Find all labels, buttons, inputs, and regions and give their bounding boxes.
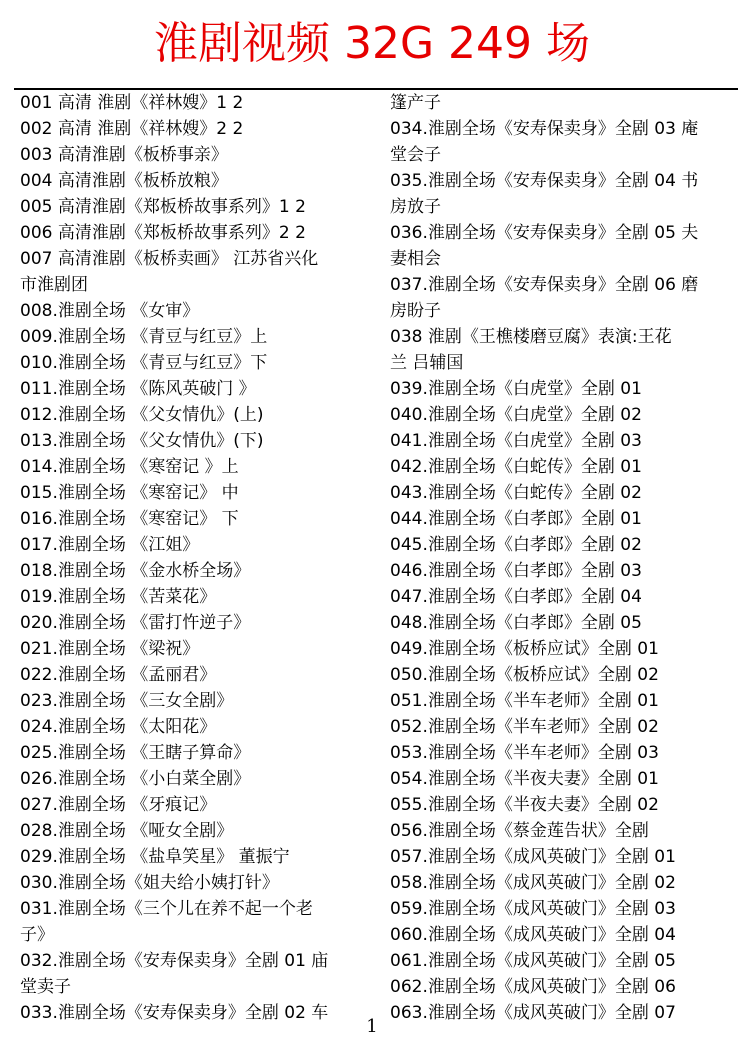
list-item: 013.淮剧全场 《父女情仇》(下) (20, 431, 264, 451)
list-item: 038 淮剧《王樵楼磨豆腐》表演:王花 (390, 327, 672, 347)
list-item: 子》 (20, 925, 54, 945)
list-item: 房盼子 (390, 301, 441, 321)
list-item: 049.淮剧全场《板桥应试》全剧 01 (390, 639, 659, 659)
list-item: 041.淮剧全场《白虎堂》全剧 03 (390, 431, 642, 451)
list-item: 045.淮剧全场《白孝郎》全剧 02 (390, 535, 642, 555)
list-item: 023.淮剧全场 《三女全剧》 (20, 691, 234, 711)
list-item: 022.淮剧全场 《孟丽君》 (20, 665, 217, 685)
list-item: 008.淮剧全场 《女审》 (20, 301, 200, 321)
list-item: 062.淮剧全场《成风英破门》全剧 06 (390, 977, 676, 997)
list-item: 026.淮剧全场 《小白菜全剧》 (20, 769, 251, 789)
list-item: 051.淮剧全场《半车老师》全剧 01 (390, 691, 659, 711)
list-item: 兰 吕辅国 (390, 353, 464, 373)
list-item: 056.淮剧全场《蔡金莲告状》全剧 (390, 821, 649, 841)
list-item: 028.淮剧全场 《哑女全剧》 (20, 821, 234, 841)
list-item: 012.淮剧全场 《父女情仇》(上) (20, 405, 264, 425)
page-number: 1 (366, 1016, 378, 1037)
list-item: 057.淮剧全场《成风英破门》全剧 01 (390, 847, 676, 867)
list-item: 032.淮剧全场《安寿保卖身》全剧 01 庙 (20, 951, 329, 971)
list-item: 妻相会 (390, 249, 441, 269)
list-item: 025.淮剧全场 《王瞎子算命》 (20, 743, 251, 763)
list-item: 001 高清 淮剧《祥林嫂》1 2 (20, 93, 244, 113)
list-item: 009.淮剧全场 《青豆与红豆》上 (20, 327, 268, 347)
list-item: 039.淮剧全场《白虎堂》全剧 01 (390, 379, 642, 399)
list-item: 005 高清淮剧《郑板桥故事系列》1 2 (20, 197, 306, 217)
list-item: 房放子 (390, 197, 441, 217)
list-item: 011.淮剧全场 《陈风英破门 》 (20, 379, 256, 399)
list-item: 055.淮剧全场《半夜夫妻》全剧 02 (390, 795, 659, 815)
list-item: 043.淮剧全场《白蛇传》全剧 02 (390, 483, 642, 503)
list-item: 006 高清淮剧《郑板桥故事系列》2 2 (20, 223, 306, 243)
list-item: 020.淮剧全场 《雷打忤逆子》 (20, 613, 251, 633)
list-item: 054.淮剧全场《半夜夫妻》全剧 01 (390, 769, 659, 789)
list-item: 046.淮剧全场《白孝郎》全剧 03 (390, 561, 642, 581)
list-item: 015.淮剧全场 《寒窑记》 中 (20, 483, 239, 503)
list-item: 007 高清淮剧《板桥卖画》 江苏省兴化 (20, 249, 319, 269)
list-item: 024.淮剧全场 《太阳花》 (20, 717, 217, 737)
list-item: 002 高清 淮剧《祥林嫂》2 2 (20, 119, 244, 139)
list-item: 060.淮剧全场《成风英破门》全剧 04 (390, 925, 676, 945)
list-item: 市淮剧团 (20, 275, 88, 295)
list-item: 037.淮剧全场《安寿保卖身》全剧 06 磨 (390, 275, 699, 295)
list-item: 019.淮剧全场 《苦菜花》 (20, 587, 217, 607)
list-item: 063.淮剧全场《成风英破门》全剧 07 (390, 1003, 676, 1023)
list-item: 035.淮剧全场《安寿保卖身》全剧 04 书 (390, 171, 699, 191)
list-item: 061.淮剧全场《成风英破门》全剧 05 (390, 951, 676, 971)
list-item: 053.淮剧全场《半车老师》全剧 03 (390, 743, 659, 763)
list-item: 010.淮剧全场 《青豆与红豆》下 (20, 353, 268, 373)
list-item: 018.淮剧全场 《金水桥全场》 (20, 561, 251, 581)
list-item: 021.淮剧全场 《梁祝》 (20, 639, 200, 659)
list-item: 059.淮剧全场《成风英破门》全剧 03 (390, 899, 676, 919)
list-item: 堂卖子 (20, 977, 71, 997)
list-item: 030.淮剧全场《姐夫给小姨打针》 (20, 873, 279, 893)
list-item: 044.淮剧全场《白孝郎》全剧 01 (390, 509, 642, 529)
list-item: 036.淮剧全场《安寿保卖身》全剧 05 夫 (390, 223, 699, 243)
list-item: 篷产子 (390, 93, 441, 113)
list-item: 040.淮剧全场《白虎堂》全剧 02 (390, 405, 642, 425)
list-item: 016.淮剧全场 《寒窑记》 下 (20, 509, 239, 529)
list-item: 034.淮剧全场《安寿保卖身》全剧 03 庵 (390, 119, 699, 139)
document-title: 淮剧视频 32G 249 场 (153, 18, 591, 69)
list-item: 050.淮剧全场《板桥应试》全剧 02 (390, 665, 659, 685)
list-item: 017.淮剧全场 《江姐》 (20, 535, 200, 555)
list-item: 048.淮剧全场《白孝郎》全剧 05 (390, 613, 642, 633)
list-item: 堂会子 (390, 145, 441, 165)
list-item: 029.淮剧全场 《盐阜笑星》 董振宁 (20, 847, 290, 867)
right-column-list (390, 90, 740, 1026)
list-item: 052.淮剧全场《半车老师》全剧 02 (390, 717, 659, 737)
list-item: 003 高清淮剧《板桥事亲》 (20, 145, 228, 165)
list-item: 058.淮剧全场《成风英破门》全剧 02 (390, 873, 676, 893)
list-item: 014.淮剧全场 《寒窑记 》上 (20, 457, 239, 477)
list-item: 004 高清淮剧《板桥放粮》 (20, 171, 228, 191)
list-item: 033.淮剧全场《安寿保卖身》全剧 02 车 (20, 1003, 329, 1023)
list-item: 027.淮剧全场 《牙痕记》 (20, 795, 217, 815)
list-item: 042.淮剧全场《白蛇传》全剧 01 (390, 457, 642, 477)
list-item: 031.淮剧全场《三个儿在养不起一个老 (20, 899, 313, 919)
left-column-list (20, 90, 374, 1026)
list-item: 047.淮剧全场《白孝郎》全剧 04 (390, 587, 642, 607)
